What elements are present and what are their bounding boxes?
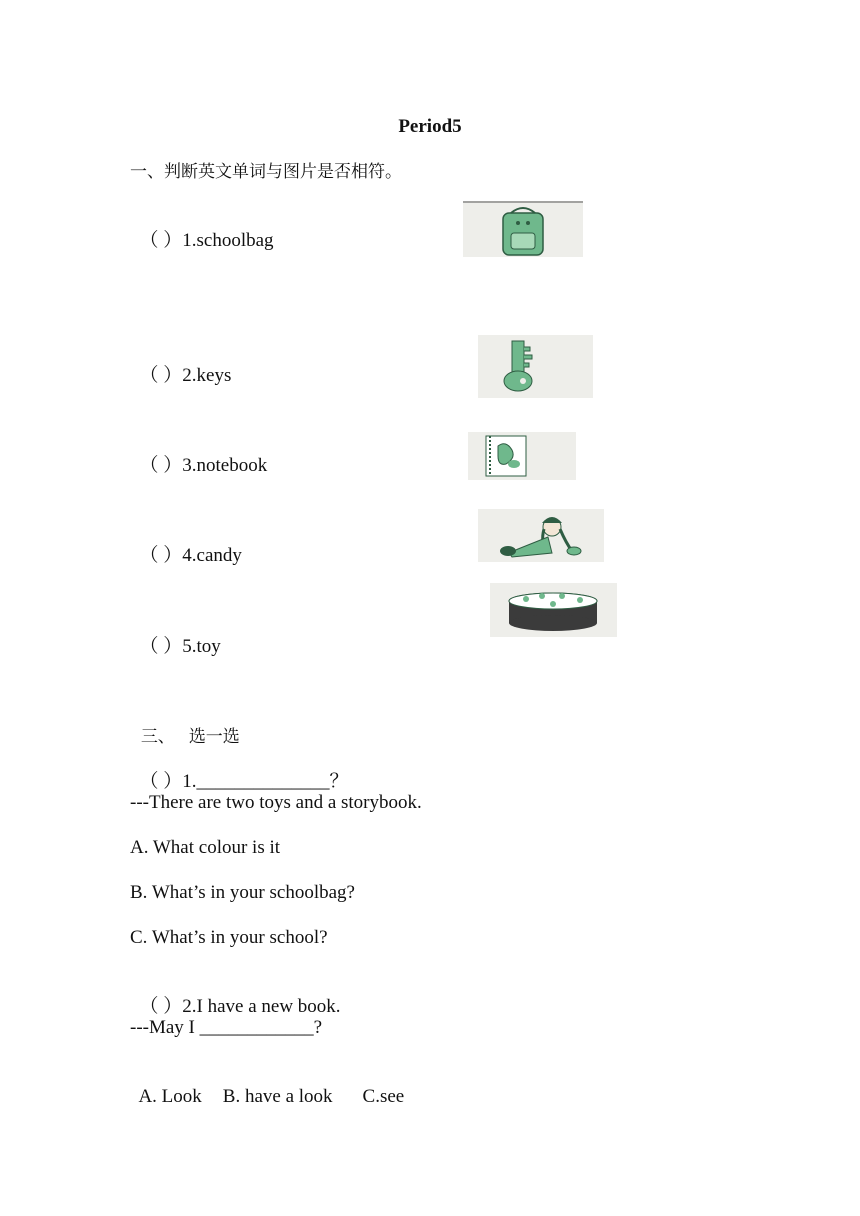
- question-item: [130, 520, 242, 568]
- item-word: 2.keys: [182, 365, 232, 386]
- answer-bracket[interactable]: （ ）: [139, 545, 183, 566]
- schoolbag-picture: [463, 201, 583, 257]
- question-2-response: ---May I ____________?: [130, 1017, 323, 1038]
- question-2-stem: [130, 971, 341, 1019]
- key-picture: [478, 335, 593, 398]
- answer-bracket[interactable]: （ ）: [139, 996, 183, 1017]
- question-1-option-a: A. What colour is it: [130, 837, 281, 858]
- question-2-option-a: A. Look: [138, 1086, 202, 1107]
- question-1-option-c: C. What’s in your school?: [130, 927, 328, 948]
- question-text: 2.I have a new book.: [182, 996, 341, 1017]
- question-2-options: [130, 1061, 404, 1109]
- page-title: Period5: [398, 116, 462, 137]
- section1-heading: 一、判断英文单词与图片是否相符。: [130, 162, 402, 182]
- item-word: 4.candy: [182, 545, 242, 566]
- answer-bracket[interactable]: （ ）: [139, 636, 183, 657]
- question-item: [130, 205, 274, 253]
- question-2-option-b: B. have a look: [222, 1086, 333, 1107]
- girl-picture: [478, 509, 604, 562]
- section3-number: 三、: [140, 727, 175, 747]
- question-item: [130, 340, 231, 388]
- answer-bracket[interactable]: （ ）: [139, 365, 183, 386]
- cake-picture: [490, 583, 617, 637]
- item-word: 1.schoolbag: [182, 230, 274, 251]
- question-text: 1.______________？: [182, 771, 349, 792]
- question-1-option-b: B. What’s in your schoolbag?: [130, 882, 355, 903]
- question-2-option-c: C.see: [362, 1086, 405, 1107]
- section3-heading: [130, 701, 240, 749]
- answer-bracket[interactable]: （ ）: [139, 771, 183, 792]
- answer-bracket[interactable]: （ ）: [139, 455, 183, 476]
- question-1-response: ---There are two toys and a storybook.: [130, 792, 422, 813]
- question-item: [130, 611, 221, 659]
- section3-title: 选一选: [188, 727, 240, 747]
- question-1-stem: [130, 746, 349, 794]
- item-word: 5.toy: [182, 636, 221, 657]
- answer-bracket[interactable]: （ ）: [139, 230, 183, 251]
- question-item: [130, 430, 267, 478]
- item-word: 3.notebook: [182, 455, 268, 476]
- notebook-picture: [468, 432, 576, 480]
